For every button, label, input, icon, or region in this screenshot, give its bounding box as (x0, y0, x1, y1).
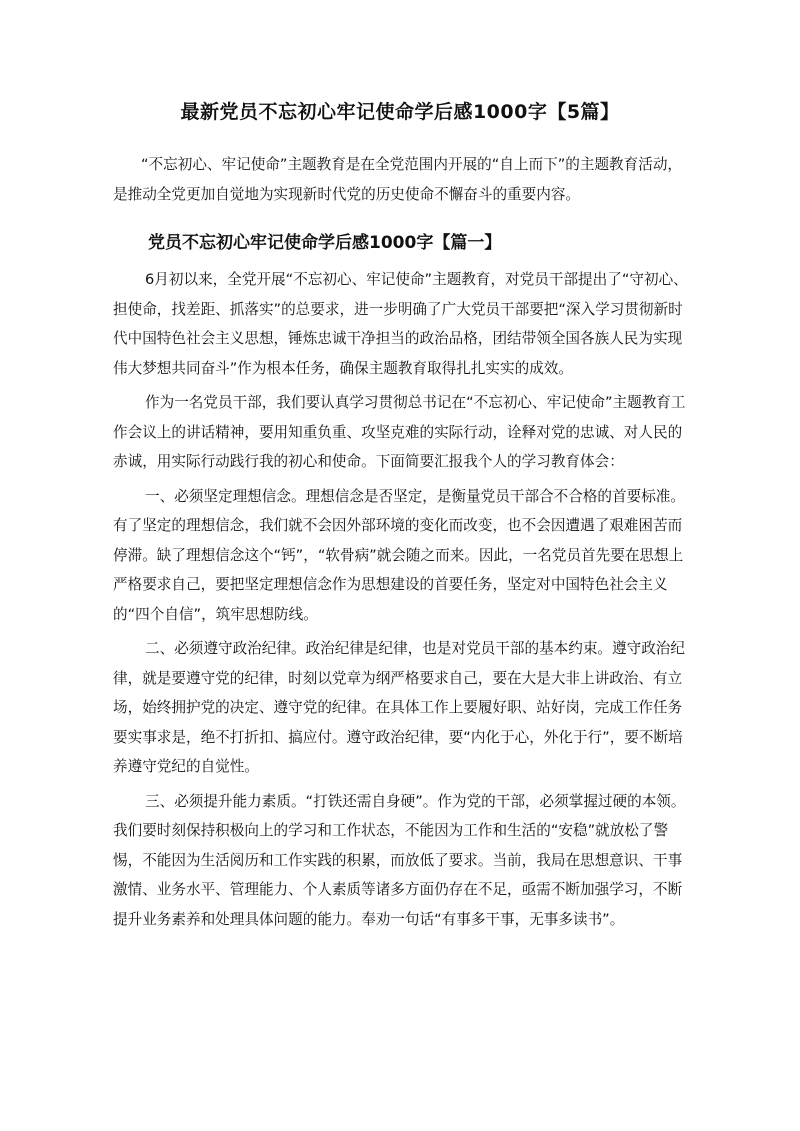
paragraph-2: 作为一名党员干部，我们要认真学习贯彻总书记在“不忘初心、牢记使命”主题教育工作会议上的讲话精神，要用知重负重、攻坚克难的实际行动，诠释对党的忠诚、对人民的赤诚，用实际行动践行我的初心和使命。下面简要汇报我个人的学习教育体会： (113, 394, 686, 470)
section-heading: 党员不忘初心牢记使命学后感1000字【篇一】 (148, 233, 502, 253)
body-text (113, 265, 691, 939)
paragraph-1: 6月初以来，全党开展“不忘初心、牢记使命”主题教育，对党员干部提出了“守初心、担使命，找差距、抓落实”的总要求，进一步明确了广大党员干部要把“深入学习贯彻新时代中国特色社会主义思想，锤炼忠诚干净担当的政治品格，团结带领全国各族人民为实现伟大梦想共同奋斗”作为根本任务，确保主题教育取得扎扎实实的成效。 (113, 271, 688, 377)
document-title: 最新党员不忘初心牢记使命学后感1000字【5篇】 (180, 101, 620, 123)
paragraph-3: 一、必须坚定理想信念。理想信念是否坚定，是衡量党员干部合不合格的首要标准。有了坚定的理想信念，我们就不会因外部环境的变化而改变，也不会因遭遇了艰难困苦而停滞。缺了理想信念这个“钙”，“软骨病”就会随之而来。因此，一名党员首先要在思想上严格要求自己，要把坚定理想信念作为思想建设的首要任务，坚定对中国特色社会主义的“四个自信”，筑牢思想防线。 (113, 487, 685, 623)
intro-paragraph: “不忘初心、牢记使命”主题教育是在全党范围内开展的“自上而下”的主题教育活动，是推动全党更加自觉地为实现新时代党的历史使命不懈奋斗的重要内容。 (113, 156, 683, 203)
paragraph-4: 二、必须遵守政治纪律。政治纪律是纪律，也是对党员干部的基本约束。遵守政治纪律，就是要遵守党的纪律，时刻以党章为纲严格要求自己，要在大是大非上讲政治、有立场，始终拥护党的决定、遵守党的纪律。在具体工作上要履好职、站好岗，完成工作任务要实事求是，绝不打折扣、搞应付。遵守政治纪律，要“内化于心，外化于行”，要不断培养遵守党纪的自觉性。 (113, 640, 685, 775)
paragraph-5: 三、必须提升能力素质。“打铁还需自身硬”。作为党的干部，必须掌握过硬的本领。我们要时刻保持积极向上的学习和工作状态，不能因为工作和生活的“安稳”就放松了警惕，不能因为生活阅历和工作实践的积累，而放低了要求。当前，我局在思想意识、干事激情、业务水平、管理能力、个人素质等诸多方面仍存在不足，亟需不断加强学习，不断提升业务素养和处理具体问题的能力。奉劝一句话“有事多干事，无事多读书”。 (113, 792, 686, 928)
